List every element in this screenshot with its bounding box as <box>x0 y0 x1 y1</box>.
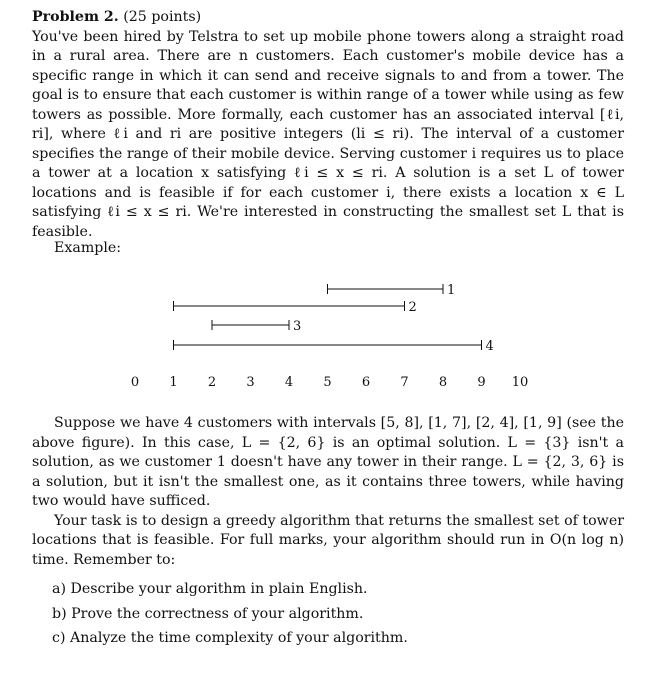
task-item: a) Describe your algorithm in plain English. <box>52 581 368 597</box>
intervals-group <box>174 283 494 354</box>
problem-points: (25 points) <box>123 9 202 25</box>
tick-label-2: 2 <box>207 375 217 390</box>
interval-label-1: 1 <box>447 283 456 298</box>
example-label: Example: <box>54 240 122 256</box>
problem-statement <box>32 8 624 242</box>
tick-label-8: 8 <box>438 375 448 390</box>
task-item: c) Analyze the time complexity of your algorithm. <box>52 630 408 646</box>
axis-tick-labels <box>131 375 528 390</box>
interval-label-4: 4 <box>485 339 494 354</box>
task-list <box>52 577 408 651</box>
tick-label-0: 0 <box>130 375 140 390</box>
example-discussion <box>32 414 624 570</box>
tick-label-4: 4 <box>284 375 294 390</box>
tick-label-1: 1 <box>169 375 178 390</box>
tick-label-9: 9 <box>477 375 486 390</box>
discussion-paragraph-2: Your task is to design a greedy algorithm that returns the smallest set of tower locations that is feasible. For full marks, your algorithm should run in O(n log n) time. Remember to: <box>32 512 624 568</box>
tick-label-6: 6 <box>361 375 371 390</box>
interval-label-2: 2 <box>408 300 417 315</box>
problem-intro: You've been hired by Telstra to set up mobile phone towers along a straight road in a rural area. There are n customers. Each customer's mobile device has a specific range in which it can send and receive signals to and from a tower. The goal is to ensure that each customer is within range of a tower while using as few towers as possible. More formally, each customer has an associated interval [ℓi, ri], where ℓi and ri are positive integers (li ≤ ri). The interval of a customer specifies the range of their mobile device. Serving customer i requires us to place a tower at a location x satisfying ℓi ≤ x ≤ ri. A solution is a set L of tower locations and is feasible if for each customer i, there exists a location x ∈ L satisfying ℓi ≤ x ≤ ri. We're interested in constructing the smallest set L that is feasible. <box>32 28 624 240</box>
tick-label-3: 3 <box>246 375 255 390</box>
interval-label-3: 3 <box>293 319 302 334</box>
discussion-paragraph-1: Suppose we have 4 customers with intervals [5, 8], [1, 7], [2, 4], [1, 9] (see the above figure). In this case, L = {2, 6} is an optimal solution. L = {3} isn't a solution, as we customer 1 doesn't have any tower in their range. L = {2, 3, 6} is a solution, but it isn't the smallest one, as it contains three towers, while having two would have sufficed. <box>32 415 624 509</box>
problem-title: Problem 2. <box>32 9 119 25</box>
tick-label-7: 7 <box>400 375 409 390</box>
task-item: b) Prove the correctness of your algorithm. <box>52 605 364 622</box>
tick-label-10: 10 <box>511 375 529 390</box>
tick-label-5: 5 <box>323 375 332 390</box>
interval-figure <box>0 270 656 400</box>
